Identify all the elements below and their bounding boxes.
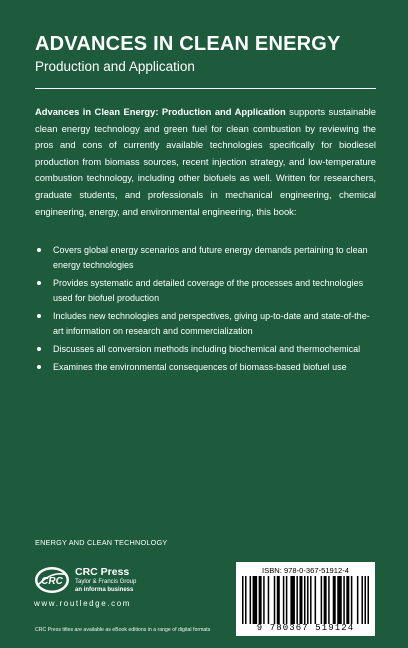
list-item: [35, 276, 376, 306]
publisher-group: Taylor & Francis Group: [75, 579, 137, 585]
bullet-icon: [37, 314, 41, 318]
feature-list: [35, 243, 376, 378]
barcode-bar: [290, 576, 295, 624]
barcode-bar: [351, 576, 353, 624]
bullet-icon: [37, 248, 41, 252]
barcode-bar: [263, 576, 265, 624]
barcode-bar: [346, 576, 349, 624]
barcode-bar: [304, 576, 306, 624]
barcode-bar: [328, 576, 330, 624]
book-subtitle: Production and Application: [35, 59, 195, 74]
barcode-bar: [253, 576, 258, 624]
barcode-bar: [361, 576, 363, 624]
ebook-footnote: CRC Press titles are available as eBook editions in a range of digital formats: [35, 627, 211, 633]
bullet-icon: [37, 347, 41, 351]
barcode-bar: [286, 576, 288, 624]
barcode-bar: [259, 576, 262, 624]
barcode-bar: [283, 576, 285, 624]
barcode-bar: [315, 576, 317, 624]
isbn-text: ISBN: 978-0-367-51912-4: [262, 566, 349, 575]
barcode-bar: [307, 576, 309, 624]
barcode-bar: [343, 576, 345, 624]
barcode-digits: 9 780367 519124: [256, 623, 355, 633]
book-title: ADVANCES IN CLEAN ENERGY: [35, 33, 341, 55]
barcode-bar: [277, 576, 280, 624]
list-item: [35, 243, 376, 273]
barcode-bar: [268, 576, 270, 624]
bullet-icon: [37, 365, 41, 369]
barcode-bar: [274, 576, 276, 624]
barcode-bar: [367, 576, 369, 624]
publisher-business: an informa business: [75, 587, 134, 593]
title-divider: [35, 88, 376, 89]
website-link[interactable]: www.routledge.com: [34, 599, 132, 608]
list-item-text: Discusses all conversion methods including biochemical and thermochemical: [53, 344, 361, 354]
crc-logo-icon: [34, 566, 70, 594]
barcode-icon: [242, 576, 369, 624]
barcode-panel: [236, 562, 375, 636]
barcode-bar: [310, 576, 312, 624]
bullet-icon: [37, 281, 41, 285]
barcode-bar: [324, 576, 327, 624]
barcode-bar: [333, 576, 336, 624]
list-item-text: Examines the environmental consequences of biomass-based biofuel use: [53, 362, 347, 372]
barcode-bar: [337, 576, 342, 624]
list-item: [35, 342, 376, 357]
publisher-name: CRC Press: [75, 566, 130, 578]
list-item: [35, 309, 376, 339]
description-body: supports sustainable clean energy technology and green fuel for clean combustion by reviewing the pros and cons of currently available technologies specifically for biodiesel production from biomass sources, recent injection strategy, and low-temperature combustion technology, including other biofuels as well. Written for researchers, graduate students, and professionals in mechanical engineering, chemical engineering, energy, and environmental engineering, this book:: [35, 106, 376, 217]
barcode-bar: [299, 576, 302, 624]
book-description: [35, 104, 376, 220]
description-lead: Advances in Clean Energy: Production and Application: [35, 106, 286, 117]
barcode-bar: [245, 576, 247, 624]
barcode-bar: [364, 576, 366, 624]
barcode-bar: [321, 576, 323, 624]
list-item-text: Covers global energy scenarios and future energy demands pertaining to clean energy technologies: [53, 245, 368, 270]
logo-text: CRC: [41, 576, 63, 587]
publisher-block: [34, 566, 234, 616]
list-item: [35, 360, 376, 375]
series-name: ENERGY AND CLEAN TECHNOLOGY: [35, 538, 168, 547]
barcode-bar: [357, 576, 359, 624]
list-item-text: Provides systematic and detailed coverage of the processes and technologies used for biofuel production: [53, 278, 364, 303]
list-item-text: Includes new technologies and perspectives, giving up-to-date and state-of-the-art information on research and commercialization: [53, 311, 370, 336]
barcode-bar: [250, 576, 252, 624]
barcode-bar: [242, 576, 244, 624]
barcode-bar: [296, 576, 298, 624]
